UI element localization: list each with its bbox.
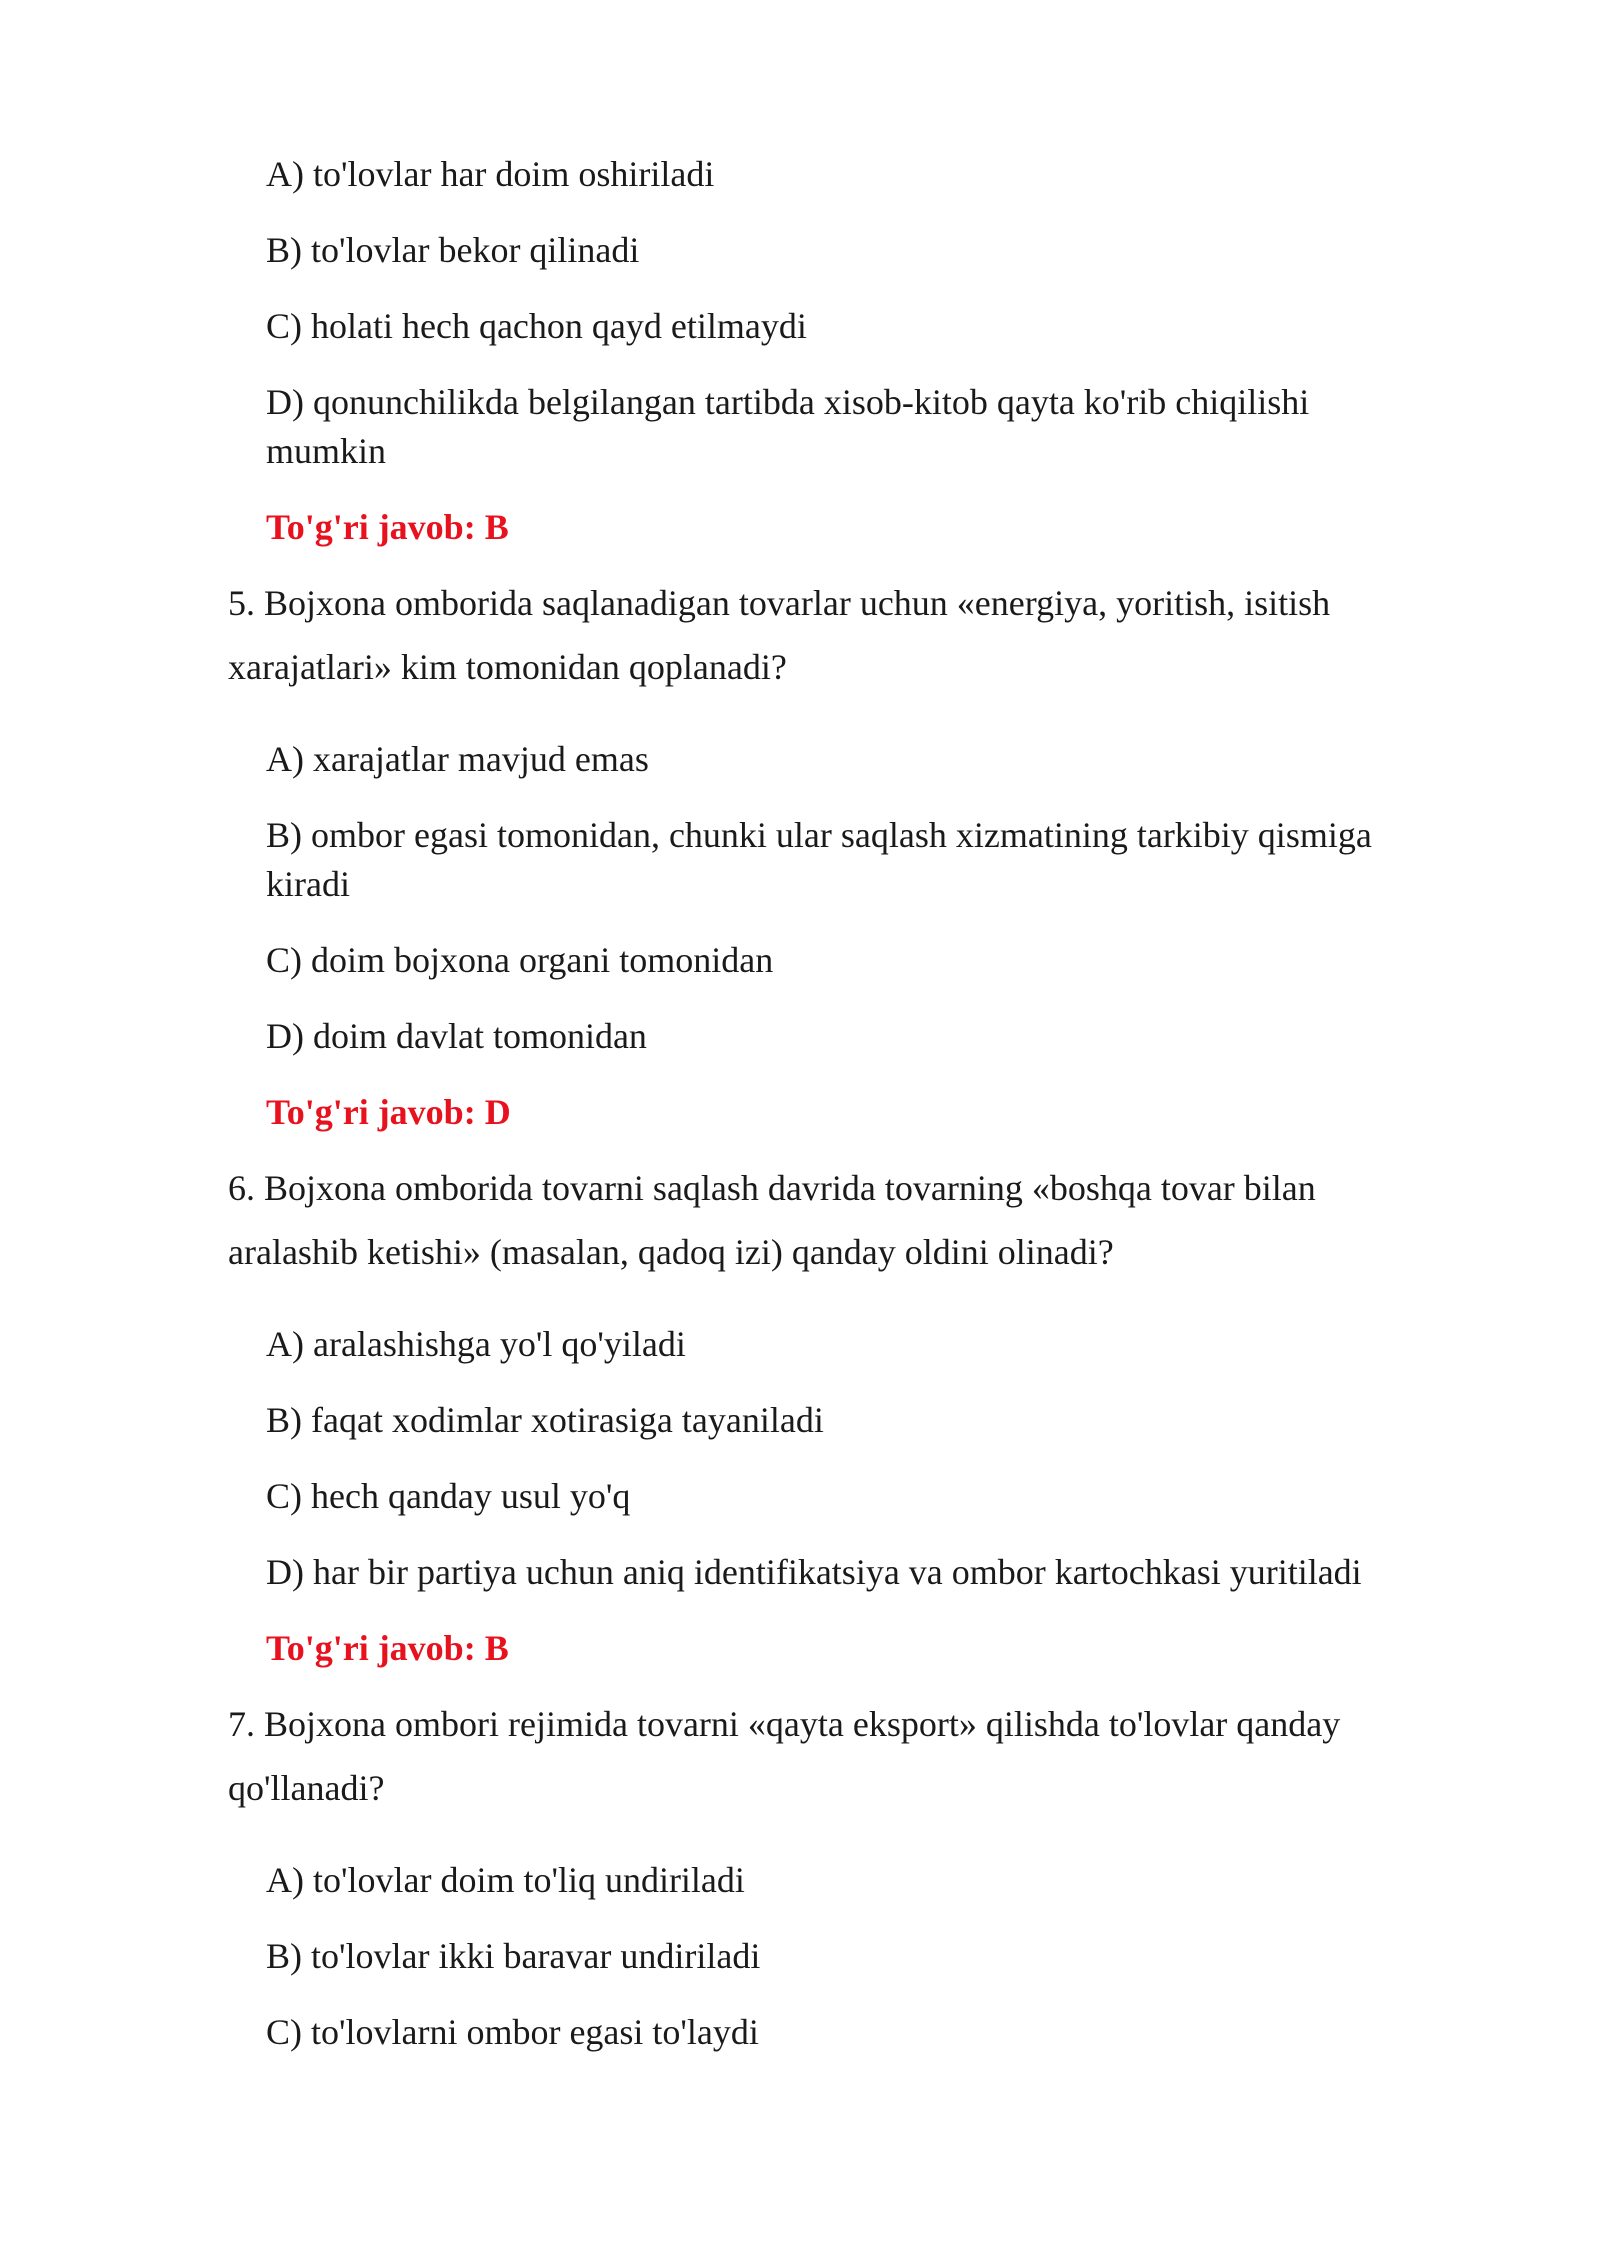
option-b: B) faqat xodimlar xotirasiga tayaniladi — [266, 1400, 824, 1440]
option-d: D) har bir partiya uchun aniq identifikatsiya va ombor kartochkasi yuritiladi — [266, 1552, 1362, 1592]
option-d: D) qonunchilikda belgilangan tartibda xisob-kitob qayta ko'rib chiqilishi — [266, 382, 1310, 422]
correct-answer: To'g'ri javob: B — [266, 1628, 509, 1668]
option-c: C) to'lovlarni ombor egasi to'laydi — [266, 2012, 759, 2052]
correct-answer: To'g'ri javob: D — [266, 1092, 511, 1132]
question-5-text-continuation: xarajatlari» kim tomonidan qoplanadi? — [228, 647, 787, 687]
question-7-text: 7. Bojxona ombori rejimida tovarni «qayta eksport» qilishda to'lovlar qanday — [228, 1704, 1341, 1744]
option-d-continuation: mumkin — [266, 431, 387, 471]
option-b: B) ombor egasi tomonidan, chunki ular saqlash xizmatining tarkibiy qismiga — [266, 815, 1372, 855]
option-c: C) doim bojxona organi tomonidan — [266, 940, 774, 980]
option-b: B) to'lovlar bekor qilinadi — [266, 230, 640, 270]
option-c: C) holati hech qachon qayd etilmaydi — [266, 306, 807, 346]
question-6-text-continuation: aralashib ketishi» (masalan, qadoq izi) qanday oldini olinadi? — [228, 1232, 1114, 1272]
question-5-text: 5. Bojxona omborida saqlanadigan tovarlar uchun «energiya, yoritish, isitish — [228, 583, 1331, 623]
option-a: A) aralashishga yo'l qo'yiladi — [266, 1324, 686, 1364]
correct-answer: To'g'ri javob: B — [266, 507, 509, 547]
option-a: A) xarajatlar mavjud emas — [266, 739, 649, 779]
option-c: C) hech qanday usul yo'q — [266, 1476, 631, 1516]
option-a: A) to'lovlar doim to'liq undiriladi — [266, 1860, 745, 1900]
option-a: A) to'lovlar har doim oshiriladi — [266, 154, 715, 194]
option-b-continuation: kiradi — [266, 864, 350, 904]
option-b: B) to'lovlar ikki baravar undiriladi — [266, 1936, 761, 1976]
option-d: D) doim davlat tomonidan — [266, 1016, 647, 1056]
question-7-text-continuation: qo'llanadi? — [228, 1768, 385, 1808]
question-6-text: 6. Bojxona omborida tovarni saqlash davrida tovarning «boshqa tovar bilan — [228, 1168, 1316, 1208]
